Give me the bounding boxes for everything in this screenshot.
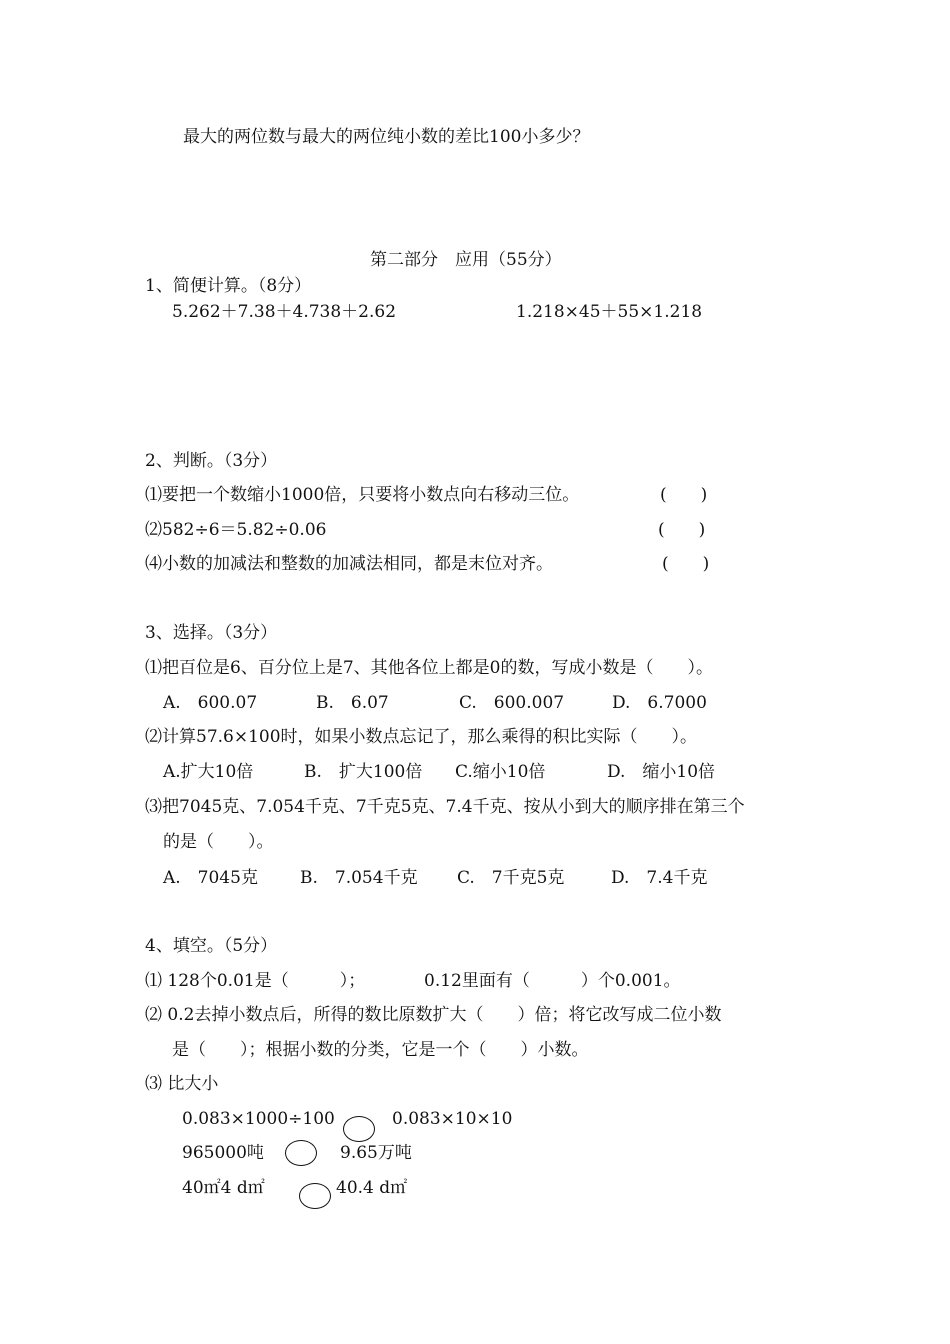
fill-q2-line-1: ⑵ 0.2去掉小数点后，所得的数比原数扩大（ ）倍；将它改写成二位小数 [145,1005,722,1025]
compare-3-left: 40㎡4 d㎡ [182,1178,265,1198]
choice-q1-opt-b[interactable]: B. 6.07 [316,693,389,713]
judge-item-1: ⑴要把一个数缩小1000倍，只要将小数点向右移动三位。 [145,485,580,505]
choice-q1-opt-d[interactable]: D. 6.7000 [612,693,707,713]
sec1-expr-1: 5.262＋7.38＋4.738＋2.62 [172,302,397,322]
judge-bracket-3[interactable]: ( ) [662,554,710,574]
sec4-heading: 4、填空。（5分） [145,936,278,956]
fill-q1-b: 0.12里面有（ ）个0.001。 [424,971,681,991]
sec1-heading: 1、简便计算。（8分） [145,276,312,296]
sec1-expr-2: 1.218×45＋55×1.218 [516,302,703,322]
sec2-heading: 2、判断。（3分） [145,451,278,471]
choice-q2-opt-c[interactable]: C.缩小10倍 [455,762,546,782]
choice-q3-line-2: 的是（ ）。 [163,832,274,852]
compare-2-left: 965000吨 [182,1143,264,1163]
choice-q2: ⑵计算57.6×100时，如果小数点忘记了，那么乘得的积比实际（ ）。 [145,727,698,747]
choice-q1-opt-a[interactable]: A. 600.07 [163,693,258,713]
compare-1-right: 0.083×10×10 [392,1109,513,1129]
compare-2-circle[interactable] [285,1140,317,1166]
choice-q3-line-1: ⑶把7045克、7.054千克、7千克5克、7.4千克、按从小到大的顺序排在第三个 [145,797,745,817]
compare-1-left: 0.083×1000÷100 [182,1109,335,1129]
compare-1-circle[interactable] [343,1116,375,1142]
judge-item-3: ⑷小数的加减法和整数的加减法相同，都是末位对齐。 [145,554,553,574]
choice-q1-opt-c[interactable]: C. 600.007 [459,693,565,713]
fill-q2-line-2: 是（ ）；根据小数的分类，它是一个（ ）小数。 [172,1040,589,1060]
choice-q3-opt-c[interactable]: C. 7千克5克 [457,868,565,888]
choice-q3-opt-d[interactable]: D. 7.4千克 [611,868,708,888]
fill-q1-a: ⑴ 128个0.01是（ ）； [145,971,366,991]
sec3-heading: 3、选择。（3分） [145,623,278,643]
judge-bracket-1[interactable]: ( ) [660,485,708,505]
compare-label: ⑶ 比大小 [145,1074,219,1094]
choice-q2-opt-d[interactable]: D. 缩小10倍 [607,762,716,782]
choice-q3-opt-a[interactable]: A. 7045克 [163,868,258,888]
choice-q1: ⑴把百位是6、百分位上是7、其他各位上都是0的数，写成小数是（ ）。 [145,658,713,678]
judge-item-2: ⑵582÷6＝5.82÷0.06 [145,520,327,540]
compare-3-right: 40.4 d㎡ [336,1178,408,1198]
part-title: 第二部分 应用（55分） [370,250,562,270]
judge-bracket-2[interactable]: ( ) [658,520,706,540]
compare-3-circle[interactable] [299,1183,331,1209]
intro-question: 最大的两位数与最大的两位纯小数的差比100小多少？ [183,127,590,147]
choice-q2-opt-b[interactable]: B. 扩大100倍 [304,762,423,782]
choice-q2-opt-a[interactable]: A.扩大10倍 [163,762,254,782]
choice-q3-opt-b[interactable]: B. 7.054千克 [300,868,418,888]
compare-2-right: 9.65万吨 [340,1143,412,1163]
